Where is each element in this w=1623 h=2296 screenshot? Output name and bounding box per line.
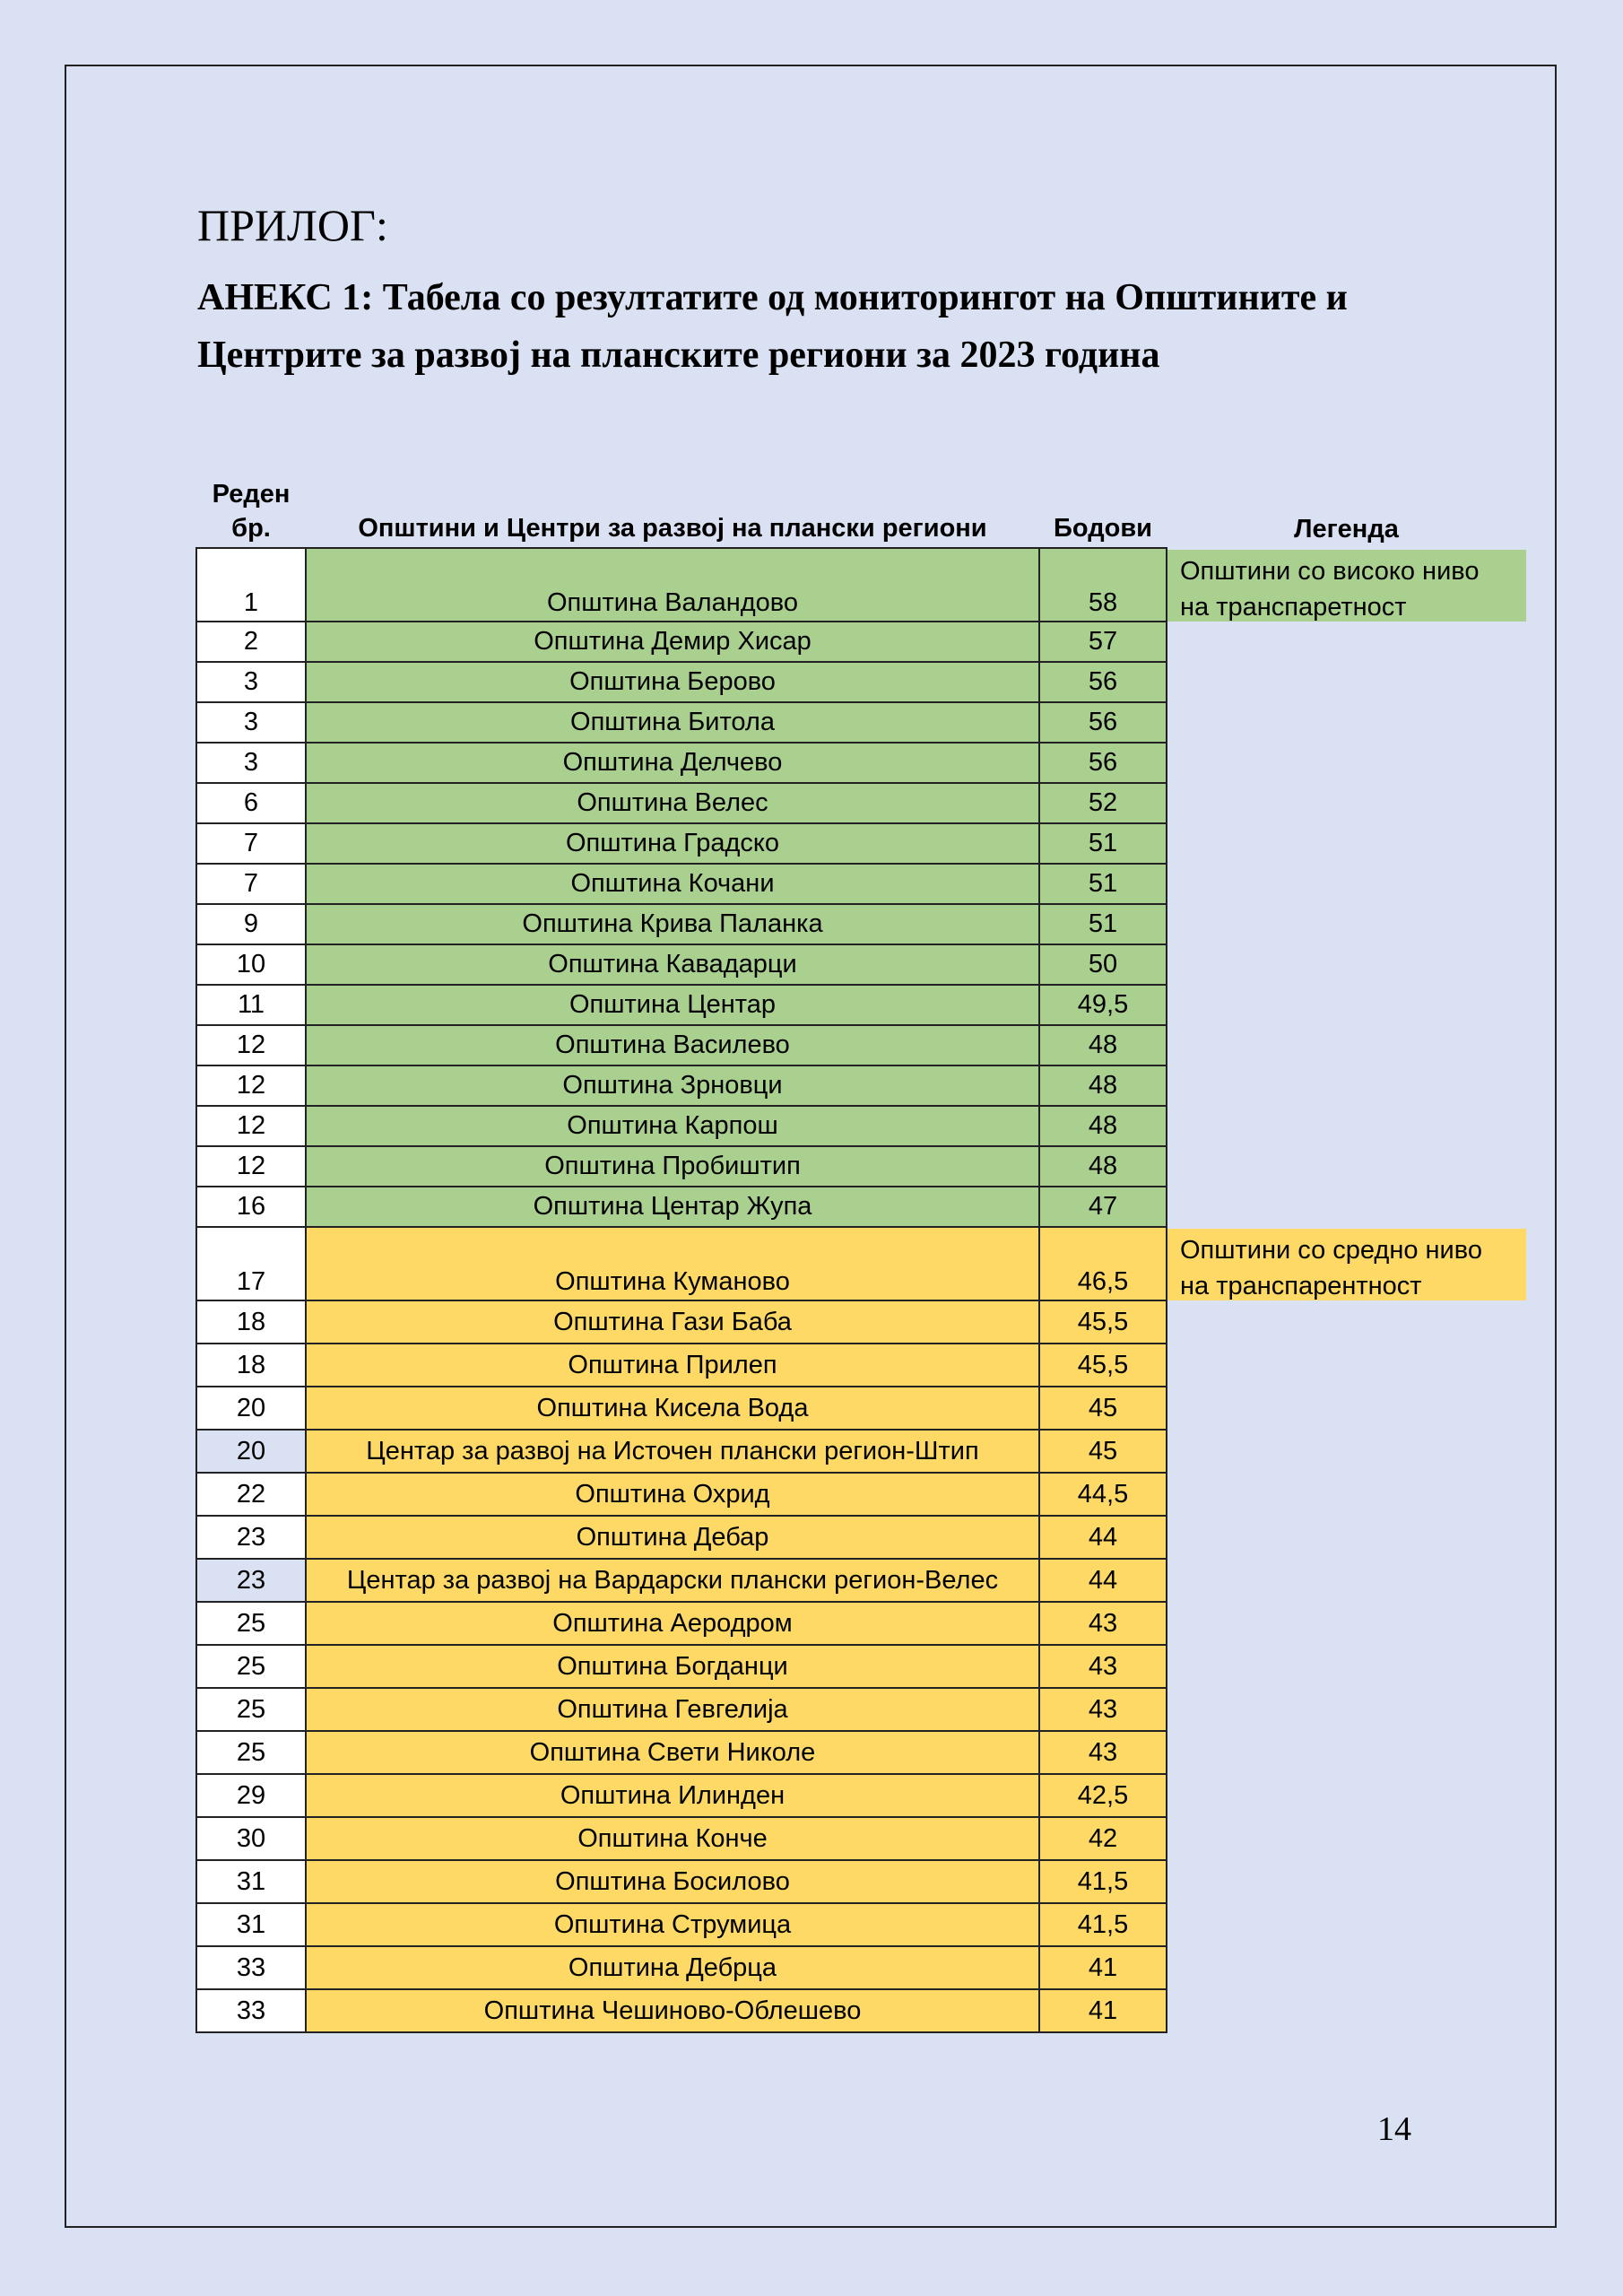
table-row — [196, 1946, 1527, 1989]
cell-rank: 25 — [196, 1731, 306, 1774]
cell-legend — [1167, 1473, 1527, 1516]
cell-legend — [1167, 1860, 1527, 1903]
cell-name: Општина Карпош — [306, 1106, 1039, 1146]
cell-legend — [1167, 1731, 1527, 1774]
cell-points: 43 — [1039, 1645, 1167, 1688]
cell-legend — [1167, 1300, 1527, 1344]
table-row — [196, 1602, 1527, 1645]
cell-legend — [1167, 1227, 1527, 1300]
cell-rank: 25 — [196, 1602, 306, 1645]
cell-rank: 3 — [196, 702, 306, 743]
header-rank — [196, 477, 306, 548]
table-row — [196, 1106, 1527, 1146]
cell-name: Општина Гевгелија — [306, 1688, 1039, 1731]
cell-name: Центар за развој на Вардарски плански регион-Велес — [306, 1559, 1039, 1602]
cell-name: Општина Конче — [306, 1817, 1039, 1860]
cell-legend — [1167, 1430, 1527, 1473]
cell-name: Општина Куманово — [306, 1227, 1039, 1300]
table-body — [196, 548, 1527, 2032]
cell-rank: 29 — [196, 1774, 306, 1817]
table-row — [196, 662, 1527, 702]
table-row — [196, 1817, 1527, 1860]
cell-points: 42,5 — [1039, 1774, 1167, 1817]
table-row — [196, 1146, 1527, 1187]
table-row — [196, 743, 1527, 783]
cell-points: 56 — [1039, 702, 1167, 743]
table-row — [196, 1387, 1527, 1430]
cell-rank: 12 — [196, 1146, 306, 1187]
cell-rank: 7 — [196, 864, 306, 904]
cell-legend — [1167, 1387, 1527, 1430]
table-row — [196, 1300, 1527, 1344]
cell-name: Општина Крива Паланка — [306, 904, 1039, 944]
table-row — [196, 1645, 1527, 1688]
cell-points: 48 — [1039, 1146, 1167, 1187]
cell-name: Општина Демир Хисар — [306, 622, 1039, 662]
cell-legend — [1167, 783, 1527, 823]
cell-points: 56 — [1039, 662, 1167, 702]
cell-points: 41,5 — [1039, 1860, 1167, 1903]
cell-points: 44 — [1039, 1516, 1167, 1559]
cell-rank: 3 — [196, 743, 306, 783]
cell-legend — [1167, 1774, 1527, 1817]
cell-legend — [1167, 1946, 1527, 1989]
cell-points: 45 — [1039, 1387, 1167, 1430]
cell-points: 48 — [1039, 1106, 1167, 1146]
cell-rank: 20 — [196, 1430, 306, 1473]
cell-name: Општина Босилово — [306, 1860, 1039, 1903]
table-row — [196, 622, 1527, 662]
cell-points: 56 — [1039, 743, 1167, 783]
header-legend: Легенда — [1294, 515, 1399, 544]
cell-legend — [1167, 864, 1527, 904]
annex-title: АНЕКС 1: Табела со резултатите од мониторингот на Општините и Центрите за развој на планските региони за 2023 година — [197, 277, 1348, 376]
cell-name: Општина Кисела Вода — [306, 1387, 1039, 1430]
table-row — [196, 1903, 1527, 1946]
header-rank-line1: Реден — [212, 480, 291, 509]
table-row — [196, 1473, 1527, 1516]
table-row — [196, 1025, 1527, 1065]
table-row — [196, 702, 1527, 743]
table-row — [196, 548, 1527, 622]
cell-legend — [1167, 1146, 1527, 1187]
header-name: Општини и Центри за развој на плански региони — [358, 514, 987, 543]
cell-points: 41 — [1039, 1989, 1167, 2032]
header-rank-line2: бр. — [231, 514, 271, 543]
cell-legend — [1167, 1817, 1527, 1860]
legend-medium: Општини со средно ниво на транспарентност — [1167, 1229, 1526, 1300]
cell-rank: 23 — [196, 1559, 306, 1602]
cell-points: 58 — [1039, 548, 1167, 622]
cell-points: 45 — [1039, 1430, 1167, 1473]
cell-rank: 20 — [196, 1387, 306, 1430]
cell-name: Општина Свети Николе — [306, 1731, 1039, 1774]
cell-points: 57 — [1039, 622, 1167, 662]
table-row — [196, 904, 1527, 944]
cell-legend — [1167, 1025, 1527, 1065]
cell-name: Општина Кавадарци — [306, 944, 1039, 985]
cell-legend — [1167, 1688, 1527, 1731]
cell-rank: 33 — [196, 1946, 306, 1989]
page-number: 14 — [1377, 2110, 1411, 2148]
table-row — [196, 1344, 1527, 1387]
cell-legend — [1167, 1065, 1527, 1106]
cell-rank: 31 — [196, 1903, 306, 1946]
table-row — [196, 1688, 1527, 1731]
cell-legend — [1167, 702, 1527, 743]
header-points: Бодови — [1054, 514, 1152, 543]
cell-name: Општина Прилеп — [306, 1344, 1039, 1387]
cell-legend — [1167, 1602, 1527, 1645]
cell-rank: 33 — [196, 1989, 306, 2032]
cell-legend — [1167, 1559, 1527, 1602]
table-row — [196, 1065, 1527, 1106]
cell-name: Општина Кочани — [306, 864, 1039, 904]
table-row — [196, 1989, 1527, 2032]
table-row — [196, 1731, 1527, 1774]
cell-rank: 25 — [196, 1645, 306, 1688]
cell-name: Општина Центар Жупа — [306, 1187, 1039, 1227]
table-row — [196, 1774, 1527, 1817]
table-header-row — [196, 477, 1527, 548]
cell-points: 51 — [1039, 904, 1167, 944]
cell-rank: 2 — [196, 622, 306, 662]
table-row — [196, 1187, 1527, 1227]
cell-points: 51 — [1039, 864, 1167, 904]
cell-name: Општина Аеродром — [306, 1602, 1039, 1645]
cell-rank: 10 — [196, 944, 306, 985]
cell-rank: 12 — [196, 1065, 306, 1106]
cell-legend — [1167, 1903, 1527, 1946]
cell-name: Општина Гази Баба — [306, 1300, 1039, 1344]
cell-points: 50 — [1039, 944, 1167, 985]
cell-legend — [1167, 1989, 1527, 2032]
cell-points: 41,5 — [1039, 1903, 1167, 1946]
cell-name: Општина Чешиново-Облешево — [306, 1989, 1039, 2032]
cell-name: Општина Битола — [306, 702, 1039, 743]
cell-rank: 9 — [196, 904, 306, 944]
table-row — [196, 1559, 1527, 1602]
cell-name: Општина Илинден — [306, 1774, 1039, 1817]
cell-name: Општина Дебрца — [306, 1946, 1039, 1989]
cell-rank: 22 — [196, 1473, 306, 1516]
cell-points: 48 — [1039, 1065, 1167, 1106]
cell-rank: 3 — [196, 662, 306, 702]
cell-legend — [1167, 823, 1527, 864]
cell-name: Општина Зрновци — [306, 1065, 1039, 1106]
cell-legend — [1167, 1106, 1527, 1146]
cell-legend — [1167, 904, 1527, 944]
table-row — [196, 985, 1527, 1025]
cell-name: Општина Василево — [306, 1025, 1039, 1065]
cell-rank: 12 — [196, 1025, 306, 1065]
table-row — [196, 864, 1527, 904]
cell-points: 43 — [1039, 1731, 1167, 1774]
table-row — [196, 944, 1527, 985]
cell-points: 45,5 — [1039, 1300, 1167, 1344]
cell-points: 43 — [1039, 1602, 1167, 1645]
cell-points: 49,5 — [1039, 985, 1167, 1025]
cell-name: Општина Охрид — [306, 1473, 1039, 1516]
cell-points: 45,5 — [1039, 1344, 1167, 1387]
cell-legend — [1167, 985, 1527, 1025]
cell-name: Општина Пробиштип — [306, 1146, 1039, 1187]
cell-legend — [1167, 944, 1527, 985]
cell-rank: 25 — [196, 1688, 306, 1731]
results-table — [195, 477, 1528, 2033]
cell-rank: 11 — [196, 985, 306, 1025]
cell-points: 42 — [1039, 1817, 1167, 1860]
cell-legend — [1167, 548, 1527, 622]
cell-rank: 16 — [196, 1187, 306, 1227]
cell-name: Центар за развој на Источен плански регион-Штип — [306, 1430, 1039, 1473]
cell-rank: 6 — [196, 783, 306, 823]
cell-points: 46,5 — [1039, 1227, 1167, 1300]
page-title: ПРИЛОГ: — [197, 200, 388, 250]
cell-legend — [1167, 662, 1527, 702]
cell-legend — [1167, 1645, 1527, 1688]
cell-legend — [1167, 622, 1527, 662]
cell-name: Општина Дебар — [306, 1516, 1039, 1559]
cell-points: 47 — [1039, 1187, 1167, 1227]
cell-legend — [1167, 1187, 1527, 1227]
table-row — [196, 1516, 1527, 1559]
cell-name: Општина Делчево — [306, 743, 1039, 783]
cell-name: Општина Градско — [306, 823, 1039, 864]
cell-rank: 7 — [196, 823, 306, 864]
cell-rank: 23 — [196, 1516, 306, 1559]
cell-rank: 1 — [196, 548, 306, 622]
cell-rank: 17 — [196, 1227, 306, 1300]
cell-rank: 31 — [196, 1860, 306, 1903]
cell-name: Општина Центар — [306, 985, 1039, 1025]
cell-name: Општина Велес — [306, 783, 1039, 823]
cell-rank: 30 — [196, 1817, 306, 1860]
cell-points: 44 — [1039, 1559, 1167, 1602]
table-row — [196, 1227, 1527, 1300]
table-row — [196, 1860, 1527, 1903]
cell-legend — [1167, 743, 1527, 783]
cell-points: 48 — [1039, 1025, 1167, 1065]
cell-name: Општина Берово — [306, 662, 1039, 702]
table-row — [196, 823, 1527, 864]
cell-legend — [1167, 1516, 1527, 1559]
cell-name: Општина Богданци — [306, 1645, 1039, 1688]
cell-points: 52 — [1039, 783, 1167, 823]
cell-points: 51 — [1039, 823, 1167, 864]
cell-legend — [1167, 1344, 1527, 1387]
cell-name: Општина Струмица — [306, 1903, 1039, 1946]
cell-rank: 18 — [196, 1300, 306, 1344]
cell-name: Општина Валандово — [306, 548, 1039, 622]
table-row — [196, 1430, 1527, 1473]
cell-points: 44,5 — [1039, 1473, 1167, 1516]
cell-points: 41 — [1039, 1946, 1167, 1989]
table-row — [196, 783, 1527, 823]
legend-high: Општини со високо ниво на транспаретност — [1167, 550, 1526, 622]
cell-rank: 12 — [196, 1106, 306, 1146]
cell-rank: 18 — [196, 1344, 306, 1387]
cell-points: 43 — [1039, 1688, 1167, 1731]
